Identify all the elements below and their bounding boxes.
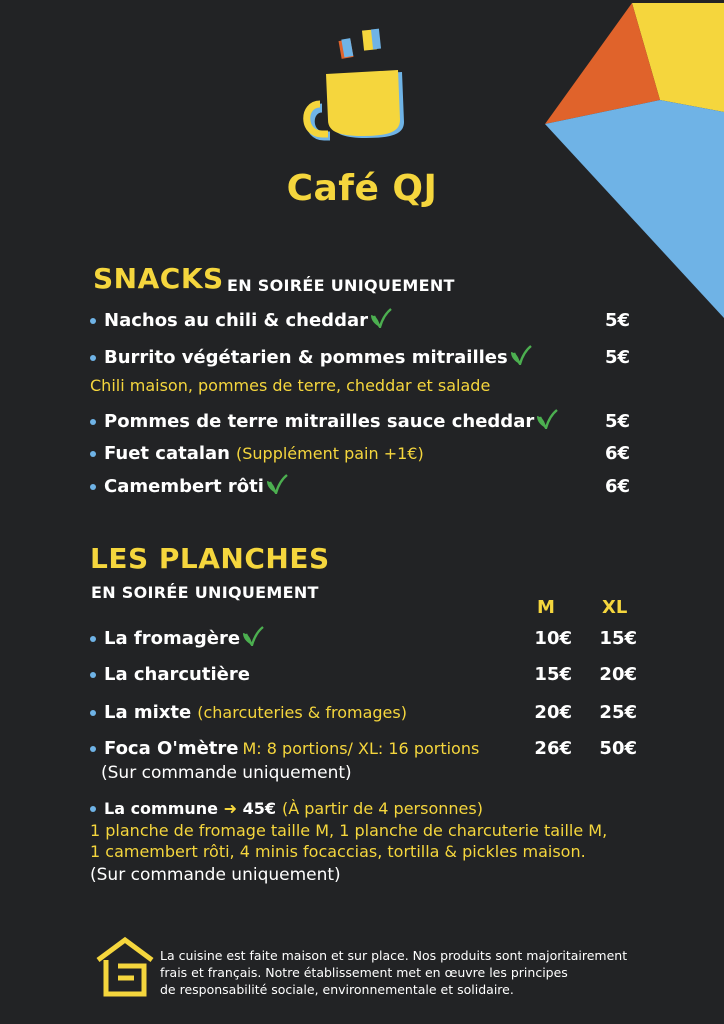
item-price: 5€ xyxy=(604,411,630,432)
price-xl: 50€ xyxy=(599,738,637,759)
menu-item-mixte xyxy=(90,700,650,728)
item-name: Camembert rôti xyxy=(104,476,264,497)
vegetarian-leaf-icon xyxy=(370,308,392,328)
menu-item-burrito xyxy=(90,345,650,373)
size-xl-header: XL xyxy=(602,597,628,618)
bullet-dot xyxy=(90,710,96,716)
bullet-dot xyxy=(90,636,96,642)
foca-order-note: (Sur commande uniquement) xyxy=(101,763,352,783)
commune-price: 45€ xyxy=(242,799,276,818)
vegetarian-leaf-icon xyxy=(266,474,288,494)
menu-item-fromagere xyxy=(90,626,650,654)
menu-item-fuet xyxy=(90,441,650,469)
bullet-dot xyxy=(90,318,96,324)
planches-subtitle: EN SOIRÉE UNIQUEMENT xyxy=(91,583,319,602)
vegetarian-leaf-icon xyxy=(510,345,532,365)
item-name: Fuet catalan xyxy=(104,443,230,464)
bullet-dot xyxy=(90,419,96,425)
item-name: Nachos au chili & cheddar xyxy=(104,310,368,331)
menu-item-camembert xyxy=(90,474,650,502)
commune-line-1: 1 planche de fromage taille M, 1 planche de charcuterie taille M, xyxy=(90,821,608,840)
item-name: La fromagère xyxy=(104,628,241,649)
price-xl: 25€ xyxy=(599,702,637,723)
menu-item-commune xyxy=(90,796,650,824)
price-xl: 15€ xyxy=(599,628,637,649)
item-note: M: 8 portions/ XL: 16 portions xyxy=(242,739,480,758)
house-icon xyxy=(94,936,156,998)
footer-line-1: La cuisine est faite maison et sur place. Nos produits sont majoritairement xyxy=(160,948,628,963)
coffee-cup-logo xyxy=(300,26,412,146)
item-price: 6€ xyxy=(604,476,630,497)
menu-item-nachos xyxy=(90,308,650,336)
item-name: La commune xyxy=(104,799,219,818)
vegetarian-leaf-icon xyxy=(536,409,558,429)
footer-statement xyxy=(160,947,690,998)
bullet-dot xyxy=(90,746,96,752)
item-name: La mixte xyxy=(104,702,192,723)
commune-order-note: (Sur commande uniquement) xyxy=(90,865,341,885)
price-xl: 20€ xyxy=(599,664,637,685)
item-name: Foca O'mètre xyxy=(104,738,239,759)
item-price: 5€ xyxy=(604,310,630,331)
footer-line-2: frais et français. Notre établissement met en œuvre les principes xyxy=(160,965,568,980)
bullet-dot xyxy=(90,672,96,678)
bullet-dot xyxy=(90,451,96,457)
bullet-dot xyxy=(90,355,96,361)
brand-title: Café QJ xyxy=(286,168,438,209)
arrow-icon: ➜ xyxy=(223,799,237,818)
item-note: (Supplément pain +1€) xyxy=(236,444,424,463)
vegetarian-leaf-icon xyxy=(242,626,264,646)
snacks-title: SNACKS xyxy=(93,262,224,295)
item-name: Burrito végétarien & pommes mitrailles xyxy=(104,347,508,368)
planches-title: LES PLANCHES xyxy=(90,542,330,575)
item-description: Chili maison, pommes de terre, cheddar et salade xyxy=(90,376,491,395)
price-m: 10€ xyxy=(534,628,572,649)
footer-line-3: de responsabilité sociale, environnementale et solidaire. xyxy=(160,982,514,997)
price-m: 26€ xyxy=(534,738,572,759)
price-m: 15€ xyxy=(534,664,572,685)
size-m-header: M xyxy=(537,597,555,618)
item-name: La charcutière xyxy=(104,664,250,685)
item-price: 6€ xyxy=(604,443,630,464)
item-price: 5€ xyxy=(604,347,630,368)
price-m: 20€ xyxy=(534,702,572,723)
bullet-dot xyxy=(90,806,96,812)
menu-item-charcutiere xyxy=(90,662,650,690)
bullet-dot xyxy=(90,484,96,490)
commune-line-2: 1 camembert rôti, 4 minis focaccias, tortilla & pickles maison. xyxy=(90,842,586,861)
menu-item-pommes xyxy=(90,409,650,437)
commune-note: (À partir de 4 personnes) xyxy=(281,799,483,818)
item-note: (charcuteries & fromages) xyxy=(197,703,407,722)
menu-item-foca xyxy=(90,736,650,764)
item-name: Pommes de terre mitrailles sauce cheddar xyxy=(104,411,535,432)
snacks-subtitle: EN SOIRÉE UNIQUEMENT xyxy=(227,276,455,295)
